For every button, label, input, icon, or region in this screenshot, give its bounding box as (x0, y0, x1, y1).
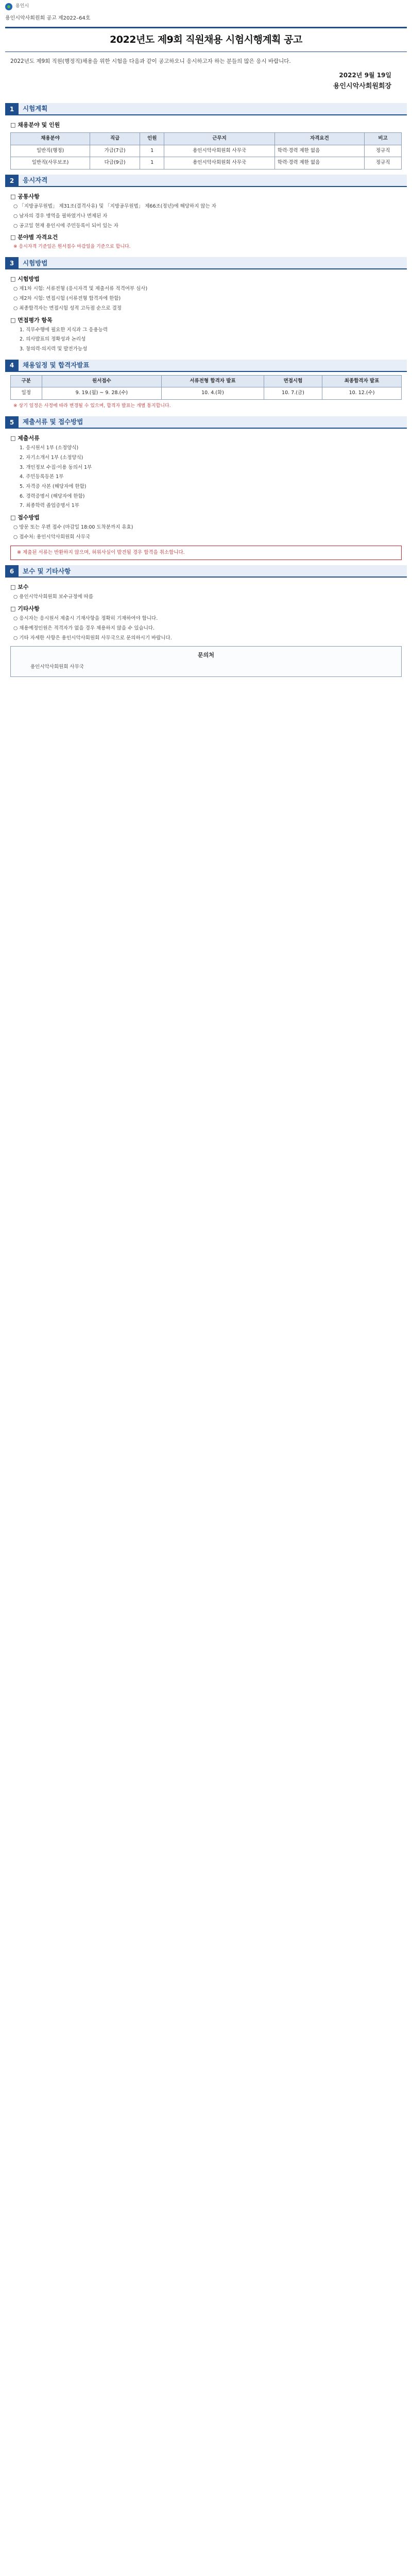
section-title: 응시자격 (19, 175, 407, 187)
positions-table (10, 132, 402, 170)
notice-date: 2022년 9월 19일 (339, 72, 391, 79)
table-cell: 10. 12.(수) (322, 387, 402, 400)
subheading: □ 공통사항 (10, 193, 40, 200)
section-title: 시험방법 (19, 257, 407, 269)
table-cell: 용인시악사회원회 사무국 (164, 145, 274, 157)
table-cell: 용인시악사회원회 사무국 (164, 157, 274, 170)
table-header: 면접시험 (264, 375, 322, 387)
notice-number: 용인시악사회원회 공고 제2022–64호 (5, 15, 91, 21)
table-cell: 일반직(행정) (11, 145, 90, 157)
list-item: 7. 최종학력 졸업증명서 1부 (20, 503, 79, 509)
subheading: □ 분야별 자격요건 (10, 234, 58, 241)
paragraph: ○ 남자의 경우 병역을 필하였거나 면제된 자 (13, 213, 108, 219)
paragraph: ○ 최종합격자는 면접시험 성적 고득점 순으로 결정 (13, 305, 122, 311)
table-row (11, 145, 402, 157)
subheading: □ 기타사항 (10, 605, 40, 613)
table-row (11, 157, 402, 170)
section-5-header (5, 416, 407, 429)
table-header: 자격요건 (274, 132, 364, 145)
table-cell: 가급(7급) (90, 145, 140, 157)
list-item: 1. 응시원서 1부 (소정양식) (20, 445, 79, 451)
intro-text: 2022년도 제9회 직원(행정직)채용을 위한 시험을 다음과 같이 공고하오니 응시하고자 하는 분들의 많은 응시 바랍니다. (10, 58, 291, 64)
paragraph: ○ 채용예정인원은 적격자가 없을 경우 채용하지 않을 수 있습니다. (13, 625, 155, 631)
section-number: 2 (5, 175, 19, 187)
top-bar (0, 0, 412, 13)
table-header: 비고 (365, 132, 402, 145)
list-item: 6. 경력증명서 (해당자에 한함) (20, 493, 85, 499)
paragraph: ○ 용인시악사회원회 보수규정에 따름 (13, 594, 94, 600)
table-cell: 정규직 (365, 145, 402, 157)
list-item: 2. 자기소개서 1부 (소정양식) (20, 454, 83, 461)
subheading: □ 제출서류 (10, 435, 40, 442)
paragraph: 2. 의사발표의 정확성과 논리성 (20, 336, 86, 343)
subheading: □ 면접평가 항목 (10, 316, 53, 324)
paragraph: ○ 공고일 현재 용인시에 주민등록이 되어 있는 자 (13, 223, 118, 229)
org-logo-text: 용인시 (15, 4, 29, 9)
contact-box (10, 646, 402, 677)
paragraph: 1. 직무수행에 필요한 지식과 그 응용능력 (20, 327, 108, 333)
subheading: □ 채용분야 및 인원 (10, 121, 60, 128)
note-text: ※ 응시자격 기준일은 원서접수 마감일을 기준으로 합니다. (13, 244, 131, 250)
section-4-header (5, 360, 407, 372)
section-number: 6 (5, 565, 19, 578)
table-cell: 10. 7.(금) (264, 387, 322, 400)
list-item: 5. 자격증 사본 (해당자에 한함) (20, 484, 87, 490)
paragraph: 3. 창의력·의지력 및 발전가능성 (20, 346, 88, 352)
table-cell: 1 (140, 145, 164, 157)
paragraph: ○ 응시자는 응시원서 제출시 기재사항을 정확히 기재하여야 합니다. (13, 616, 158, 622)
section-6-header (5, 565, 407, 578)
table-cell: 학력·경력 제한 없음 (274, 157, 364, 170)
table-cell: 일반직(사무보조) (11, 157, 90, 170)
table-header: 채용분야 (11, 132, 90, 145)
section-2-header (5, 175, 407, 187)
warning-box: ※ 제출된 서류는 반환하지 않으며, 허위사실이 발견될 경우 합격을 취소합니다. (10, 546, 402, 561)
note-text: ※ 상기 일정은 사정에 따라 변경될 수 있으며, 합격자 발표는 개별 통지합니다. (13, 403, 171, 409)
paragraph: ○ 접수처: 용인시악사회원회 사무국 (13, 534, 91, 540)
org-logo-icon (5, 3, 12, 10)
schedule-table (10, 375, 402, 400)
issuer-name: 용인시악사회원회장 (333, 82, 391, 90)
subheading: □ 시험방법 (10, 276, 40, 283)
table-cell: 다급(9급) (90, 157, 140, 170)
page-title: 2022년도 제9회 직원채용 시험시행계획 공고 (110, 33, 302, 45)
table-header: 근무지 (164, 132, 274, 145)
section-3-header (5, 257, 407, 269)
section-title: 제출서류 및 접수방법 (19, 416, 407, 429)
table-cell: 10. 4.(화) (162, 387, 264, 400)
contact-text: 용인시악사회원회 사무국 (30, 664, 84, 670)
table-cell: 1 (140, 157, 164, 170)
paragraph: ○ 제2차 시험: 면접시험 (서류전형 합격자에 한함) (13, 296, 121, 302)
title-box (5, 27, 407, 52)
section-1-header (5, 103, 407, 115)
section-title: 채용일정 및 합격자발표 (19, 360, 407, 372)
table-header: 서류전형 합격자 발표 (162, 375, 264, 387)
paragraph: ○ 기타 자세한 사항은 용인시악사회원회 사무국으로 문의하시기 바랍니다. (13, 635, 172, 641)
section-number: 4 (5, 360, 19, 372)
table-cell: 9. 19.(월) ~ 9. 28.(수) (42, 387, 162, 400)
table-header: 구분 (11, 375, 42, 387)
section-number: 5 (5, 416, 19, 429)
section-number: 3 (5, 257, 19, 269)
paragraph: ○ 방문 또는 우편 접수 (마감일 18:00 도착분까지 유효) (13, 524, 133, 531)
table-header: 인원 (140, 132, 164, 145)
list-item: 3. 개인정보 수집·이용 동의서 1부 (20, 464, 92, 470)
subheading: □ 접수방법 (10, 514, 40, 521)
section-title: 보수 및 기타사항 (19, 565, 407, 578)
contact-title: 문의처 (198, 652, 214, 659)
table-row (11, 387, 402, 400)
paragraph: ○ 「지방공무원법」 제31조(결격사유) 및 「지방공무원법」 제66조(정년)에 해당하지 않는 자 (13, 204, 216, 210)
section-number: 1 (5, 103, 19, 115)
paragraph: ○ 제1차 시험: 서류전형 (응시자격 및 제출서류 적격여부 심사) (13, 286, 148, 292)
table-cell: 정규직 (365, 157, 402, 170)
section-title: 시험계획 (19, 103, 407, 115)
table-header: 직급 (90, 132, 140, 145)
table-cell: 학력·경력 제한 없음 (274, 145, 364, 157)
table-header: 원서접수 (42, 375, 162, 387)
table-cell: 일정 (11, 387, 42, 400)
list-item: 4. 주민등록등본 1부 (20, 474, 64, 480)
subheading: □ 보수 (10, 584, 29, 591)
table-header: 최종합격자 발표 (322, 375, 402, 387)
